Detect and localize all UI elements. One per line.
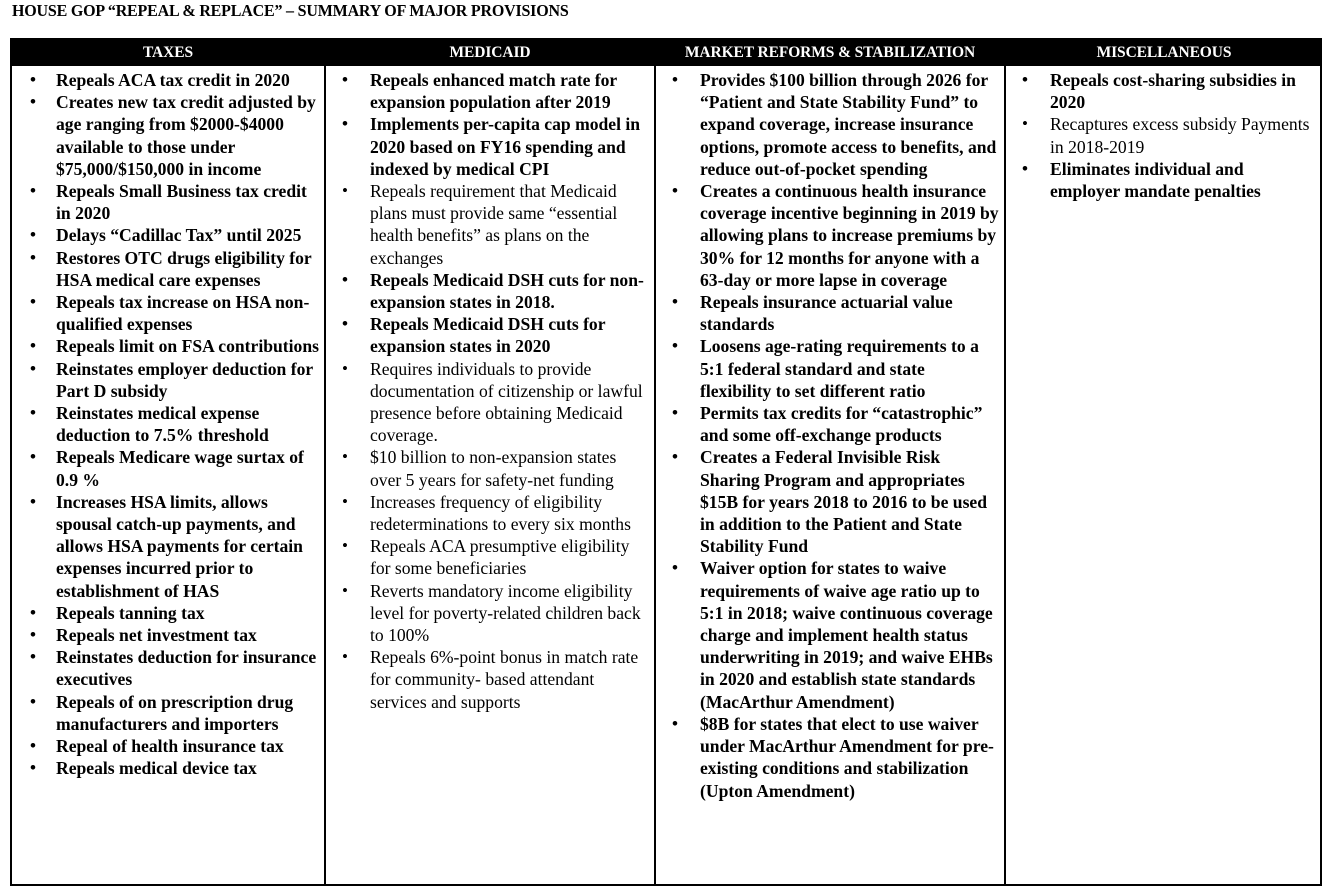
list-item: • Reinstates employer deduction for Part D subsidy bbox=[12, 358, 320, 402]
list-item: • Waiver option for states to waive requirements of waive age ratio up to 5:1 in 2018; waive continuous coverage charge and implement health status underwriting in 2019; and waive EHBs in 2020 and establish state standards (MacArthur Amendment) bbox=[656, 557, 1000, 712]
list-item: • Repeals ACA presumptive eligibility for some beneficiaries bbox=[326, 535, 650, 579]
list-item: • Recaptures excess subsidy Payments in 2018-2019 bbox=[1006, 113, 1318, 157]
list-item: • Repeals ACA tax credit in 2020 bbox=[12, 69, 320, 91]
table-body-row bbox=[12, 66, 1320, 884]
list-item: • Repeals limit on FSA contributions bbox=[12, 335, 320, 357]
list-item: • Repeals net investment tax bbox=[12, 624, 320, 646]
list-item: • Increases frequency of eligibility redeterminations to every six months bbox=[326, 491, 650, 535]
list-item: • Increases HSA limits, allows spousal catch-up payments, and allows HSA payments for certain expenses incurred prior to establishment of HAS bbox=[12, 491, 320, 602]
list-item: • Creates a Federal Invisible Risk Sharing Program and appropriates $15B for years 2018 to 2016 to be used in addition to the Patient and State Stability Fund bbox=[656, 446, 1000, 557]
list-item: • Repeals 6%-point bonus in match rate for community- based attendant services and supports bbox=[326, 646, 650, 713]
list-item: • Repeals Medicare wage surtax of 0.9 % bbox=[12, 446, 320, 490]
bullet-list-medicaid bbox=[326, 69, 650, 713]
list-item: • Repeals Small Business tax credit in 2020 bbox=[12, 180, 320, 224]
list-item: • $8B for states that elect to use waiver under MacArthur Amendment for pre-existing conditions and stabilization (Upton Amendment) bbox=[656, 713, 1000, 802]
page-title: HOUSE GOP “REPEAL & REPLACE” – SUMMARY OF MAJOR PROVISIONS bbox=[12, 1, 569, 20]
list-item: • Repeals cost-sharing subsidies in 2020 bbox=[1006, 69, 1318, 113]
list-item: • Repeals enhanced match rate for expansion population after 2019 bbox=[326, 69, 650, 113]
column-header-taxes: TAXES bbox=[12, 40, 324, 66]
list-item: • Reinstates deduction for insurance executives bbox=[12, 646, 320, 690]
list-item: • Reverts mandatory income eligibility level for poverty-related children back to 100% bbox=[326, 580, 650, 647]
bullet-list-miscellaneous bbox=[1006, 69, 1318, 202]
list-item: • Repeal of health insurance tax bbox=[12, 735, 320, 757]
column-cell-miscellaneous bbox=[1004, 66, 1322, 884]
list-item: • Repeals requirement that Medicaid plans must provide same “essential health benefits” as plans on the exchanges bbox=[326, 180, 650, 269]
list-item: • Loosens age-rating requirements to a 5:1 federal standard and state flexibility to set different ratio bbox=[656, 335, 1000, 402]
bullet-list-taxes bbox=[12, 69, 320, 780]
column-header-miscellaneous: MISCELLANEOUS bbox=[1004, 40, 1322, 66]
column-cell-market-reforms bbox=[654, 66, 1004, 884]
column-header-market-reforms: MARKET REFORMS & STABILIZATION bbox=[654, 40, 1004, 66]
list-item: • Eliminates individual and employer mandate penalties bbox=[1006, 158, 1318, 202]
list-item: • Repeals Medicaid DSH cuts for expansion states in 2020 bbox=[326, 313, 650, 357]
list-item: • $10 billion to non-expansion states over 5 years for safety-net funding bbox=[326, 446, 650, 490]
list-item: • Requires individuals to provide documentation of citizenship or lawful presence before obtaining Medicaid coverage. bbox=[326, 358, 650, 447]
list-item: • Creates new tax credit adjusted by age ranging from $2000-$4000 available to those under $75,000/$150,000 in income bbox=[12, 91, 320, 180]
column-cell-taxes bbox=[12, 66, 324, 884]
list-item: • Reinstates medical expense deduction to 7.5% threshold bbox=[12, 402, 320, 446]
list-item: • Repeals insurance actuarial value standards bbox=[656, 291, 1000, 335]
column-cell-medicaid bbox=[324, 66, 654, 884]
table-header-row bbox=[12, 40, 1320, 66]
list-item: • Repeals Medicaid DSH cuts for non-expansion states in 2018. bbox=[326, 269, 650, 313]
list-item: • Delays “Cadillac Tax” until 2025 bbox=[12, 224, 320, 246]
bullet-list-market-reforms bbox=[656, 69, 1000, 802]
list-item: • Repeals medical device tax bbox=[12, 757, 320, 779]
list-item: • Repeals tax increase on HSA non-qualified expenses bbox=[12, 291, 320, 335]
list-item: • Provides $100 billion through 2026 for “Patient and State Stability Fund” to expand coverage, increase insurance options, promote access to benefits, and reduce out-of-pocket spending bbox=[656, 69, 1000, 180]
list-item: • Creates a continuous health insurance coverage incentive beginning in 2019 by allowing plans to increase premiums by 30% for 12 months for anyone with a 63-day or more lapse in coverage bbox=[656, 180, 1000, 291]
list-item: • Repeals tanning tax bbox=[12, 602, 320, 624]
list-item: • Permits tax credits for “catastrophic” and some off-exchange products bbox=[656, 402, 1000, 446]
list-item: • Repeals of on prescription drug manufacturers and importers bbox=[12, 691, 320, 735]
provisions-table bbox=[10, 38, 1322, 886]
list-item: • Restores OTC drugs eligibility for HSA medical care expenses bbox=[12, 247, 320, 291]
column-header-medicaid: MEDICAID bbox=[324, 40, 654, 66]
list-item: • Implements per-capita cap model in 2020 based on FY16 spending and indexed by medical CPI bbox=[326, 113, 650, 180]
